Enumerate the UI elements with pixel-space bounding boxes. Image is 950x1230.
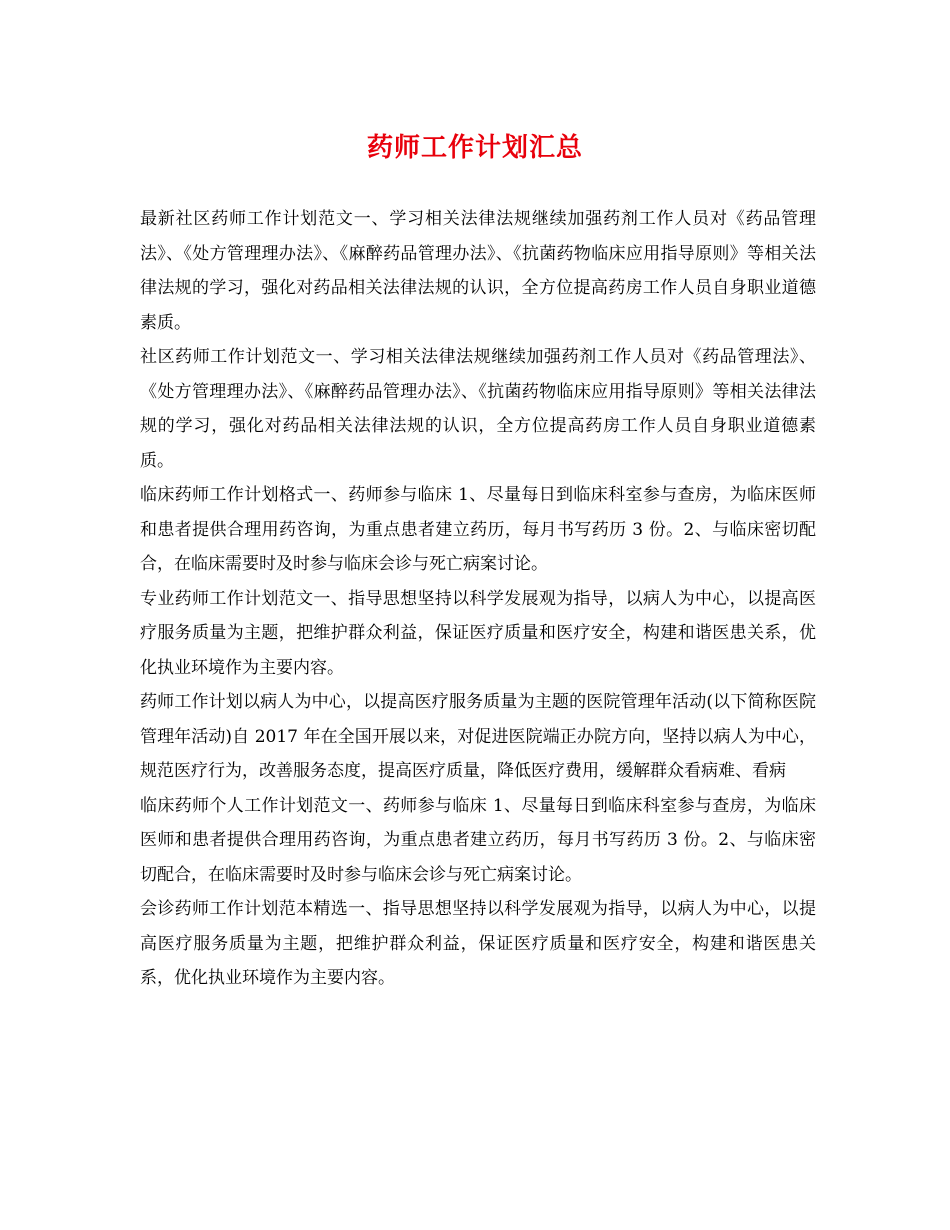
paragraph-community-pharmacist-latest: 最新社区药师工作计划范文一、学习相关法律法规继续加强药剂工作人员对《药品管理法》、《处方管理理办法》、《麻醉药品管理办法》、《抗菌药物临床应用指导原则》等相关法律法规的学习，强化对药品相关法律法规的认识，全方位提高药房工作人员自身职业道德素质。 xyxy=(140,209,816,333)
document-title: 药师工作计划汇总 xyxy=(366,133,583,163)
paragraph-patient-centered-plan: 药师工作计划以病人为中心，以提高医疗服务质量为主题的医院管理年活动(以下简称医院管理年活动)自 2017 年在全国开展以来，对促进医院端正办院方向，坚持以病人为中心，规范医疗行为，改善服务态度，提高医疗质量，降低医疗费用，缓解群众看病难、看病 xyxy=(140,692,816,781)
paragraph-clinical-pharmacist-personal: 临床药师个人工作计划范文一、药师参与临床 1、尽量每日到临床科室参与查房，为临床医师和患者提供合理用药咨询，为重点患者建立药历，每月书写药历 3 份。2、与临床密切配合，在临床需要时及时参与临床会诊与死亡病案讨论。 xyxy=(140,795,816,885)
paragraph-consultation-pharmacist: 会诊药师工作计划范本精选一、指导思想坚持以科学发展观为指导，以病人为中心，以提高医疗服务质量为主题，把维护群众利益，保证医疗质量和医疗安全，构建和谐医患关系，优化执业环境作为主要内容。 xyxy=(140,899,816,988)
paragraph-community-pharmacist: 社区药师工作计划范文一、学习相关法律法规继续加强药剂工作人员对《药品管理法》、《处方管理理办法》、《麻醉药品管理办法》、《抗菌药物临床应用指导原则》等相关法律法规的学习，强化对药品相关法律法规的认识，全方位提高药房工作人员自身职业道德素质。 xyxy=(140,347,816,471)
document-body xyxy=(140,202,816,996)
paragraph-clinical-pharmacist-format: 临床药师工作计划格式一、药师参与临床 1、尽量每日到临床科室参与查房，为临床医师和患者提供合理用药咨询，为重点患者建立药历，每月书写药历 3 份。2、与临床密切配合，在临床需要时及时参与临床会诊与死亡病案讨论。 xyxy=(140,485,816,574)
paragraph-professional-pharmacist: 专业药师工作计划范文一、指导思想坚持以科学发展观为指导，以病人为中心，以提高医疗服务质量为主题，把维护群众利益，保证医疗质量和医疗安全，构建和谐医患关系，优化执业环境作为主要内容。 xyxy=(140,588,816,678)
